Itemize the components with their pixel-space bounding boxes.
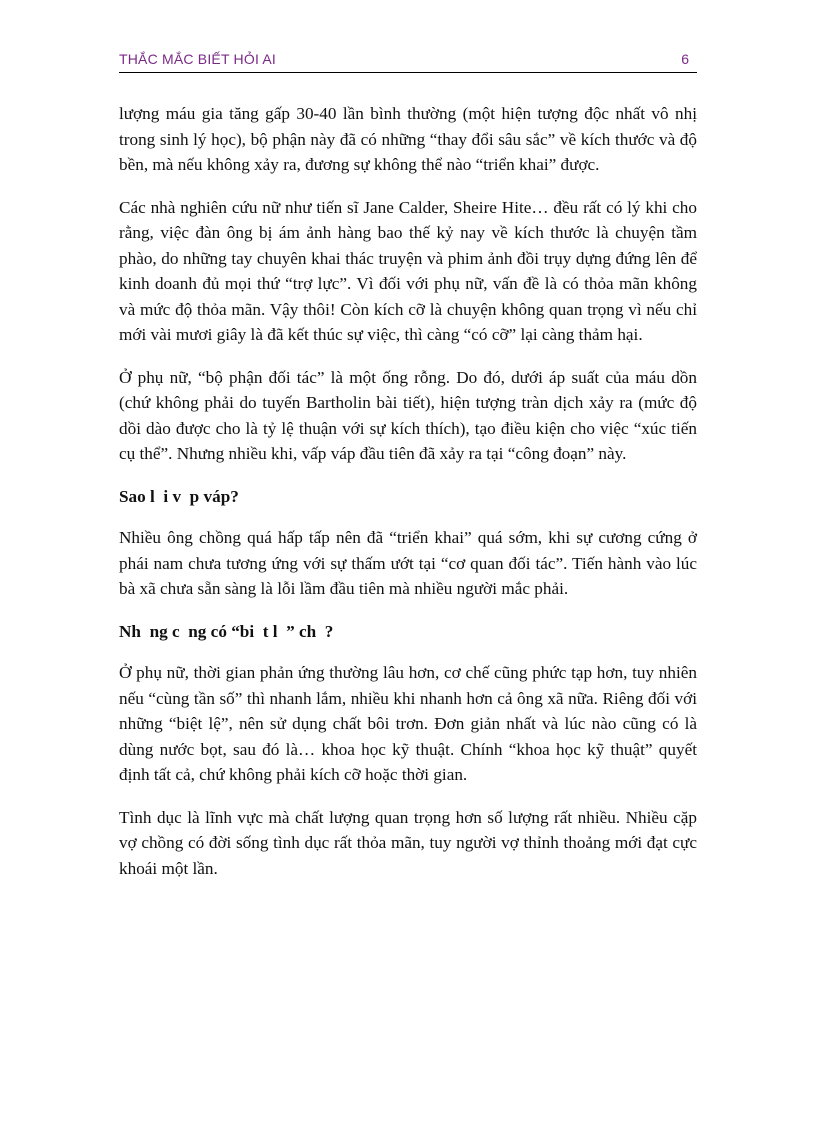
paragraph-1: lượng máu gia tăng gấp 30-40 lần bình thường (một hiện tượng độc nhất vô nhị trong sinh lý học), bộ phận này đã có những “thay đổi sâu sắc” về kích thước và độ bền, mà nếu không xảy ra, đương sự không thể nào “triển khai” được. [119, 104, 697, 174]
paragraph-4: Nhiều ông chồng quá hấp tấp nên đã “triển khai” quá sớm, khi sự cương cứng ở phái nam chưa tương ứng với sự thấm ướt tại “cơ quan đối tác”. Tiến hành vào lúc bà xã chưa sẵn sàng là lỗi lầm đầu tiên mà nhiều người mắc phải. [119, 528, 697, 598]
body-text [119, 101, 697, 898]
book-title: THẮC MẮC BIẾT HỎI AI [119, 51, 276, 67]
paragraph-3: Ở phụ nữ, “bộ phận đối tác” là một ống rỗng. Do đó, dưới áp suất của máu dồn (chứ không phải do tuyến Bartholin bài tiết), hiện tượng tràn dịch xảy ra (mức độ dồi dào được cho là tỷ lệ thuận với sự kích thích), tạo điều kiện cho việc “xúc tiến cụ thể”. Nhưng nhiều khi, vấp váp đầu tiên đã xảy ra tại “công đoạn” này. [119, 367, 697, 463]
paragraph-5: Ở phụ nữ, thời gian phản ứng thường lâu hơn, cơ chế cũng phức tạp hơn, tuy nhiên nếu “cùng tần số” thì nhanh lắm, nhiều khi nhanh hơn cả ông xã nữa. Riêng đối với những “biệt lệ”, nên sử dụng chất bôi trơn. Đơn giản nhất và lúc nào cũng có là dùng nước bọt, sau đó là… khoa học kỹ thuật. Chính “khoa học kỹ thuật” quyết định tất cả, chứ không phải kích cỡ hoặc thời gian. [119, 663, 697, 784]
paragraph-6: Tình dục là lĩnh vực mà chất lượng quan trọng hơn số lượng rất nhiều. Nhiều cặp vợ chồng có đời sống tình dục rất thỏa mãn, tuy người vợ thỉnh thoảng mới đạt cực khoái một lần. [119, 807, 697, 878]
section-heading-1: Sao l i v p váp? [119, 486, 239, 506]
section-heading-2: Nh ng c ng có “bi t l ” ch ? [119, 621, 334, 641]
page-number: 6 [681, 51, 689, 67]
paragraph-2: Các nhà nghiên cứu nữ như tiến sĩ Jane Calder, Sheire Hite… đều rất có lý khi cho rằng, việc đàn ông bị ám ảnh hàng bao thế kỷ nay về kích thước là chuyện tầm phào, do những tay chuyên khai thác truyện và phim ảnh đồi trụy dựng đứng lên để kinh doanh đủ mọi thứ “trợ lực”. Vì đối với phụ nữ, vấn đề là có thỏa mãn không và mức độ thỏa mãn. Vậy thôi! Còn kích cỡ là chuyện không quan trọng vì nếu chỉ mới vài mươi giây là đã kết thúc sự việc, thì càng “có cỡ” lại càng thảm hại. [119, 197, 697, 344]
running-header [119, 50, 697, 73]
